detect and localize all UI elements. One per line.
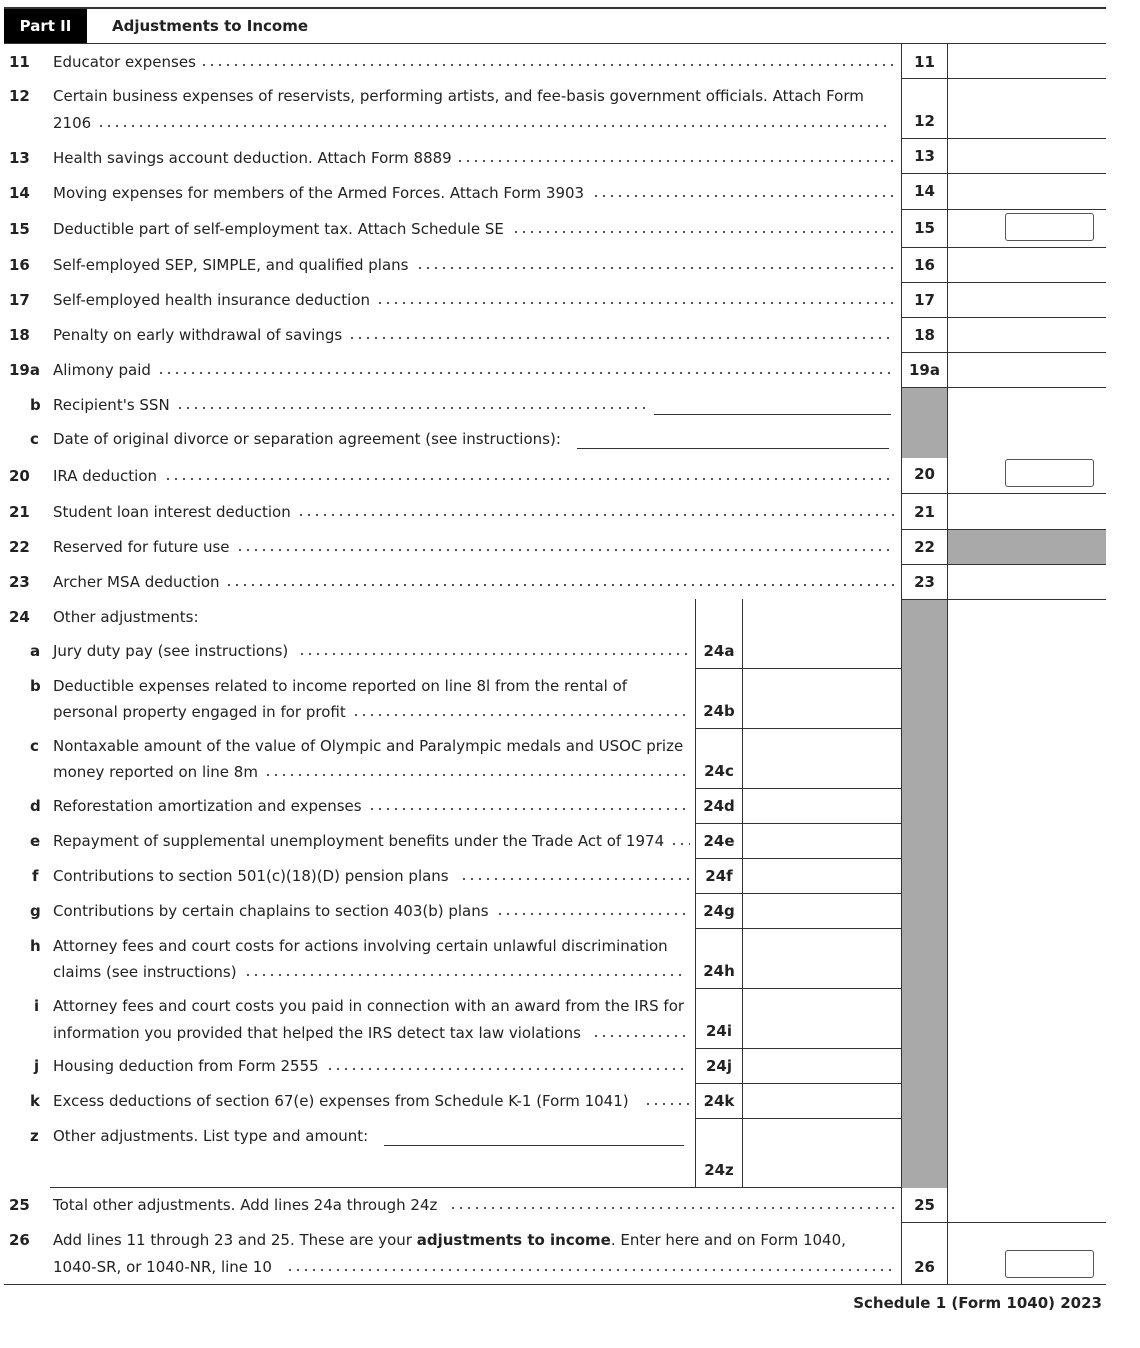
amount-field-24h[interactable] (743, 929, 901, 988)
row-rule-25 (901, 1222, 1106, 1223)
line-24f-text: Contributions to section 501(c)(18)(D) pension plans (53, 867, 449, 885)
box-label-20: 20 (914, 465, 935, 483)
line-24z-letter: z (30, 1127, 39, 1145)
dot-leader (225, 575, 894, 587)
amount-field-11[interactable] (948, 44, 1106, 78)
dot-leader (368, 799, 686, 811)
amount-field-24i[interactable] (743, 989, 901, 1048)
line-19c-text: Date of original divorce or separation agreement (see instructions): (53, 430, 561, 448)
line-16-number: 16 (9, 256, 30, 274)
amount-field-24c[interactable] (743, 729, 901, 788)
amount-field-23[interactable] (948, 565, 1106, 599)
line-24j-letter: j (34, 1057, 40, 1075)
line-24k-text: Excess deductions of section 67(e) expenses from Schedule K-1 (Form 1041) (53, 1092, 629, 1110)
line-15-number: 15 (9, 220, 30, 238)
dot-leader (348, 328, 894, 340)
dot-leader (236, 540, 894, 552)
box-label-24c: 24c (704, 762, 734, 780)
line-24a-text: Jury duty pay (see instructions) (53, 642, 289, 660)
dot-leader (326, 1059, 686, 1071)
line-17-number: 17 (9, 291, 30, 309)
amount-field-26[interactable] (1005, 1250, 1094, 1278)
line-24h-text-cont: claims (see instructions) (53, 963, 237, 981)
box-label-15: 15 (914, 219, 935, 237)
line-24g-text: Contributions by certain chaplains to section 403(b) plans (53, 902, 489, 920)
box-label-18: 18 (914, 326, 935, 344)
line-11-number: 11 (9, 53, 30, 71)
amount-field-19a[interactable] (948, 353, 1106, 387)
line-19a-number: 19a (9, 361, 40, 379)
amount-field-12[interactable] (948, 79, 1106, 138)
line-22-text: Reserved for future use (53, 538, 230, 556)
dot-leader (449, 1198, 894, 1210)
box-label-23: 23 (914, 573, 935, 591)
amount-field-16[interactable] (948, 248, 1106, 282)
shade-19bc (902, 388, 947, 458)
line-24e-letter: e (30, 832, 41, 850)
dot-leader (264, 765, 690, 777)
dot-leader (97, 116, 889, 128)
line-24i-text-cont: information you provided that helped the IRS detect tax law violations (53, 1024, 581, 1042)
dot-leader (244, 965, 686, 977)
line-24c-text: Nontaxable amount of the value of Olympic and Paralympic medals and USOC prize (53, 737, 684, 755)
part-title: Adjustments to Income (112, 17, 309, 35)
amount-field-18[interactable] (948, 318, 1106, 352)
line-19a-text: Alimony paid (53, 361, 151, 379)
line-23-number: 23 (9, 573, 30, 591)
box-label-24f: 24f (705, 867, 733, 885)
amount-field-24g[interactable] (743, 894, 901, 928)
line-14-text: Moving expenses for members of the Armed Forces. Attach Form 3903 (53, 184, 585, 202)
line-24d-text: Reforestation amortization and expenses (53, 797, 362, 815)
box-label-22: 22 (914, 538, 935, 556)
amount-field-24b[interactable] (743, 669, 901, 728)
line-24h-text: Attorney fees and court costs for actions involving certain unlawful discrimination (53, 937, 668, 955)
line-24d-letter: d (30, 797, 41, 815)
box-label-24j: 24j (705, 1057, 732, 1075)
line-24a-letter: a (30, 642, 41, 660)
line-26-text-c: . Enter here and on Form 1040, (610, 1231, 846, 1249)
dot-leader (670, 834, 690, 846)
sub-rule-24z (50, 1187, 902, 1188)
line-26-text-bold: adjustments to income (416, 1231, 611, 1249)
bottom-rule (4, 1284, 1106, 1285)
box-label-14: 14 (914, 182, 935, 200)
box-label-24h: 24h (703, 962, 735, 980)
part-badge: Part II (4, 9, 87, 43)
box-label-13: 13 (914, 147, 935, 165)
row-rule-21 (901, 529, 1106, 530)
amount-field-24d[interactable] (743, 789, 901, 823)
line-20-text: IRA deduction (53, 467, 158, 485)
dot-leader (592, 1026, 686, 1038)
line-26-text (53, 1231, 846, 1249)
box-label-26: 26 (914, 1258, 935, 1276)
line-12-text: Certain business expenses of reservists, performing artists, and fee-basis government officials. Attach Form (53, 87, 864, 105)
amount-field-13[interactable] (948, 139, 1106, 173)
dot-leader (200, 55, 894, 67)
box-label-24e: 24e (703, 832, 735, 850)
line-24f-letter: f (32, 867, 39, 885)
line-16-text: Self-employed SEP, SIMPLE, and qualified plans (53, 256, 409, 274)
box-label-24a: 24a (703, 642, 735, 660)
box-label-24i: 24i (705, 1022, 732, 1040)
dot-leader (286, 1260, 894, 1272)
line-22-number: 22 (9, 538, 30, 556)
amount-field-20[interactable] (1005, 459, 1094, 487)
line-24j-text: Housing deduction from Form 2555 (53, 1057, 319, 1075)
line-19b-text: Recipient's SSN (53, 396, 170, 414)
box-label-24k: 24k (703, 1092, 735, 1110)
box-label-19a: 19a (909, 361, 940, 379)
dot-leader (460, 869, 690, 881)
row-rule-19a (901, 387, 1106, 388)
box-label-24z: 24z (704, 1161, 734, 1179)
box-label-21: 21 (914, 503, 935, 521)
line-14-number: 14 (9, 184, 30, 202)
line-15-text: Deductible part of self-employment tax. Attach Schedule SE (53, 220, 504, 238)
dot-leader (512, 222, 894, 234)
box-label-24b: 24b (703, 702, 735, 720)
dot-leader (496, 904, 686, 916)
line-18-text: Penalty on early withdrawal of savings (53, 326, 343, 344)
dot-leader (456, 151, 894, 163)
line-26-number: 26 (9, 1231, 30, 1249)
amount-field-24f[interactable] (743, 859, 901, 893)
dot-leader (592, 186, 894, 198)
amount-field-15[interactable] (1005, 213, 1094, 241)
box-label-24d: 24d (703, 797, 735, 815)
line-21-text: Student loan interest deduction (53, 503, 291, 521)
line-24i-letter: i (34, 997, 40, 1015)
box-label-17: 17 (914, 291, 935, 309)
dot-leader (164, 469, 894, 481)
label-col-right-rule (947, 43, 948, 1284)
dot-leader (297, 505, 894, 517)
amount-field-24j[interactable] (743, 1049, 901, 1083)
line-24-text: Other adjustments: (53, 608, 199, 626)
line-23-text: Archer MSA deduction (53, 573, 220, 591)
line-24b-text: Deductible expenses related to income reported on line 8l from the rental of (53, 677, 628, 695)
line-24g-letter: g (30, 902, 41, 920)
amount-field-21[interactable] (948, 494, 1106, 529)
line-12-number: 12 (9, 87, 30, 105)
shade-24-column (902, 599, 947, 1188)
line-18-number: 18 (9, 326, 30, 344)
line-25-text: Total other adjustments. Add lines 24a through 24z (53, 1196, 438, 1214)
line-24i-text: Attorney fees and court costs you paid in connection with an award from the IRS for (53, 997, 685, 1015)
line-13-number: 13 (9, 149, 30, 167)
box-label-24g: 24g (703, 902, 735, 920)
amount-field-24e[interactable] (743, 824, 901, 858)
line-20-number: 20 (9, 467, 30, 485)
line-24b-text-cont: personal property engaged in for profit (53, 703, 346, 721)
line-13-text: Health savings account deduction. Attach Form 8889 (53, 149, 452, 167)
dot-leader (157, 363, 894, 375)
amount-field-24a[interactable] (743, 600, 901, 668)
box-label-16: 16 (914, 256, 935, 274)
other-adjustments-type-field[interactable] (384, 1145, 684, 1146)
dot-leader (376, 293, 894, 305)
amount-field-17[interactable] (948, 283, 1106, 317)
shade-22-amount (948, 529, 1106, 564)
line-24e-text: Repayment of supplemental unemployment benefits under the Trade Act of 1974 (53, 832, 665, 850)
dot-leader (352, 705, 686, 717)
dot-leader (416, 258, 894, 270)
header-rule (4, 43, 1106, 44)
line-26-text-cont: 1040-SR, or 1040-NR, line 10 (53, 1258, 272, 1276)
dot-leader (644, 1094, 690, 1106)
recipient-ssn-field[interactable] (654, 414, 891, 415)
row-rule-14 (901, 209, 1106, 210)
line-24h-letter: h (30, 937, 41, 955)
line-24z-text: Other adjustments. List type and amount: (53, 1127, 369, 1145)
amount-field-14[interactable] (948, 174, 1106, 209)
line-24b-letter: b (30, 677, 41, 695)
line-17-text: Self-employed health insurance deduction (53, 291, 371, 309)
dot-leader (298, 644, 690, 656)
box-label-11: 11 (914, 53, 935, 71)
amount-field-24k[interactable] (743, 1084, 901, 1118)
line-26-text-a: Add lines 11 through 23 and 25. These are your (53, 1231, 417, 1249)
top-rule (4, 7, 1106, 9)
line-24c-letter: c (30, 737, 39, 755)
line-25-number: 25 (9, 1196, 30, 1214)
dot-leader (176, 398, 646, 410)
form-footer: Schedule 1 (Form 1040) 2023 (853, 1294, 1102, 1312)
line-19c-letter: c (30, 430, 39, 448)
line-21-number: 21 (9, 503, 30, 521)
box-label-12: 12 (914, 112, 935, 130)
row-rule-23 (901, 599, 1106, 600)
line-24c-text-cont: money reported on line 8m (53, 763, 258, 781)
line-11-text: Educator expenses (53, 53, 196, 71)
divorce-date-field[interactable] (577, 448, 889, 449)
box-label-25: 25 (914, 1196, 935, 1214)
line-24k-letter: k (30, 1092, 40, 1110)
line-12-text-cont: 2106 (53, 114, 92, 132)
line-24-number: 24 (9, 608, 30, 626)
line-19b-letter: b (30, 396, 41, 414)
amount-field-24z[interactable] (743, 1119, 901, 1187)
amount-field-25[interactable] (948, 1188, 1106, 1222)
